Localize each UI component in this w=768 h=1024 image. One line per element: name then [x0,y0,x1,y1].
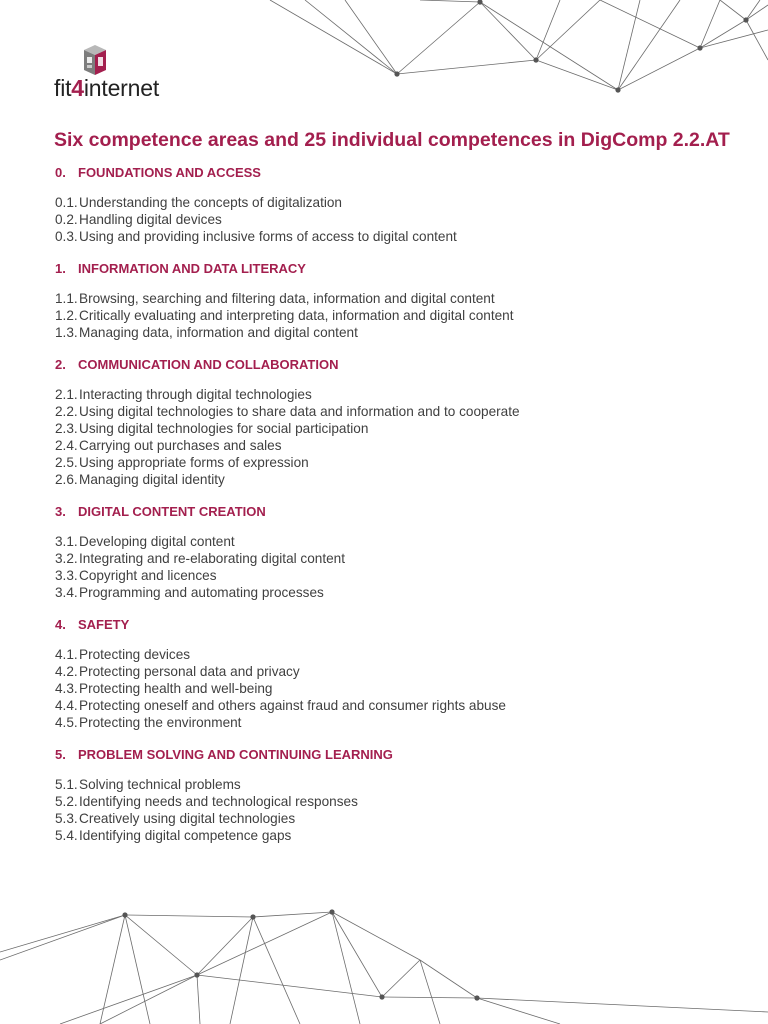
item-text: Browsing, searching and filtering data, information and digital content [79,291,495,306]
competence-items [55,386,745,488]
section-number: 2. [55,357,66,372]
section-safety [55,616,745,731]
competence-items [55,533,745,601]
list-item [55,793,745,810]
item-code: 2.5. [55,455,78,470]
item-text: Creatively using digital technologies [79,811,296,826]
section-title: INFORMATION AND DATA LITERACY [78,261,306,276]
section-heading [55,356,745,374]
item-text: Critically evaluating and interpreting data, information and digital content [79,308,514,323]
item-text: Copyright and licences [79,568,217,583]
list-item [55,567,745,584]
list-item [55,386,745,403]
item-text: Solving technical problems [79,777,241,792]
item-text: Using and providing inclusive forms of access to digital content [79,229,457,244]
list-item [55,646,745,663]
list-item [55,471,745,488]
bottom-network-decoration [0,860,768,1024]
item-text: Protecting devices [79,647,191,662]
item-code: 4.3. [55,681,78,696]
list-item [55,680,745,697]
page-title: Six competence areas and 25 individual competences in DigComp 2.2.AT [54,129,730,151]
competence-items [55,776,745,844]
item-text: Protecting personal data and privacy [79,664,300,679]
list-item [55,584,745,601]
item-code: 0.2. [55,212,78,227]
item-text: Using digital technologies to share data and information and to cooperate [79,404,520,419]
item-code: 3.3. [55,568,78,583]
list-item [55,324,745,341]
section-problem-solving-and-continuing-learning [55,746,745,844]
list-item [55,714,745,731]
list-item [55,550,745,567]
item-code: 5.4. [55,828,78,843]
item-text: Identifying needs and technological responses [79,794,358,809]
section-heading [55,746,745,764]
item-text: Interacting through digital technologies [79,387,312,402]
item-code: 1.3. [55,325,78,340]
section-number: 4. [55,617,66,632]
item-code: 3.2. [55,551,78,566]
competence-items [55,646,745,731]
item-code: 2.1. [55,387,78,402]
section-title: FOUNDATIONS AND ACCESS [78,165,261,180]
item-text: Identifying digital competence gaps [79,828,292,843]
item-text: Protecting health and well-being [79,681,273,696]
list-item [55,533,745,550]
item-code: 0.1. [55,195,78,210]
section-number: 3. [55,504,66,519]
item-text: Carrying out purchases and sales [79,438,282,453]
list-item [55,228,745,245]
list-item [55,776,745,793]
item-code: 2.6. [55,472,78,487]
item-code: 3.4. [55,585,78,600]
item-code: 3.1. [55,534,78,549]
item-code: 0.3. [55,229,78,244]
section-communication-and-collaboration [55,356,745,488]
competence-items [55,194,745,245]
section-title: PROBLEM SOLVING AND CONTINUING LEARNING [78,747,393,762]
competence-items [55,290,745,341]
item-code: 5.3. [55,811,78,826]
item-code: 4.1. [55,647,78,662]
item-code: 2.2. [55,404,78,419]
section-information-and-data-literacy [55,260,745,341]
item-text: Managing digital identity [79,472,225,487]
list-item [55,810,745,827]
logo-wordmark [54,74,159,102]
section-heading [55,260,745,278]
section-foundations-and-access [55,164,745,245]
item-text: Using digital technologies for social participation [79,421,369,436]
item-code: 5.2. [55,794,78,809]
list-item [55,420,745,437]
list-item [55,211,745,228]
stacked-cubes-icon [80,42,110,76]
section-heading [55,503,745,521]
logo-accent: 4 [71,75,84,101]
logo-suffix: internet [83,75,160,101]
list-item [55,403,745,420]
list-item [55,194,745,211]
list-item [55,290,745,307]
item-code: 4.2. [55,664,78,679]
section-title: COMMUNICATION AND COLLABORATION [78,357,339,372]
item-code: 4.5. [55,715,78,730]
list-item [55,307,745,324]
item-text: Protecting oneself and others against fraud and consumer rights abuse [79,698,506,713]
section-title: SAFETY [78,617,130,632]
item-text: Developing digital content [79,534,235,549]
list-item [55,827,745,844]
section-number: 1. [55,261,66,276]
section-title: DIGITAL CONTENT CREATION [78,504,266,519]
item-text: Protecting the environment [79,715,242,730]
item-text: Understanding the concepts of digitalization [79,195,342,210]
section-number: 0. [55,165,66,180]
list-item [55,437,745,454]
item-text: Using appropriate forms of expression [79,455,309,470]
item-code: 5.1. [55,777,78,792]
list-item [55,454,745,471]
fit4internet-logo [54,42,194,104]
item-text: Integrating and re-elaborating digital content [79,551,346,566]
logo-prefix: fit [54,75,72,101]
list-item [55,697,745,714]
section-number: 5. [55,747,66,762]
item-code: 2.3. [55,421,78,436]
item-code: 2.4. [55,438,78,453]
item-text: Handling digital devices [79,212,222,227]
section-heading [55,164,745,182]
list-item [55,663,745,680]
item-code: 1.1. [55,291,78,306]
item-text: Programming and automating processes [79,585,324,600]
item-code: 1.2. [55,308,78,323]
section-digital-content-creation [55,503,745,601]
section-heading [55,616,745,634]
item-text: Managing data, information and digital content [79,325,358,340]
competence-list [55,164,745,844]
item-code: 4.4. [55,698,78,713]
